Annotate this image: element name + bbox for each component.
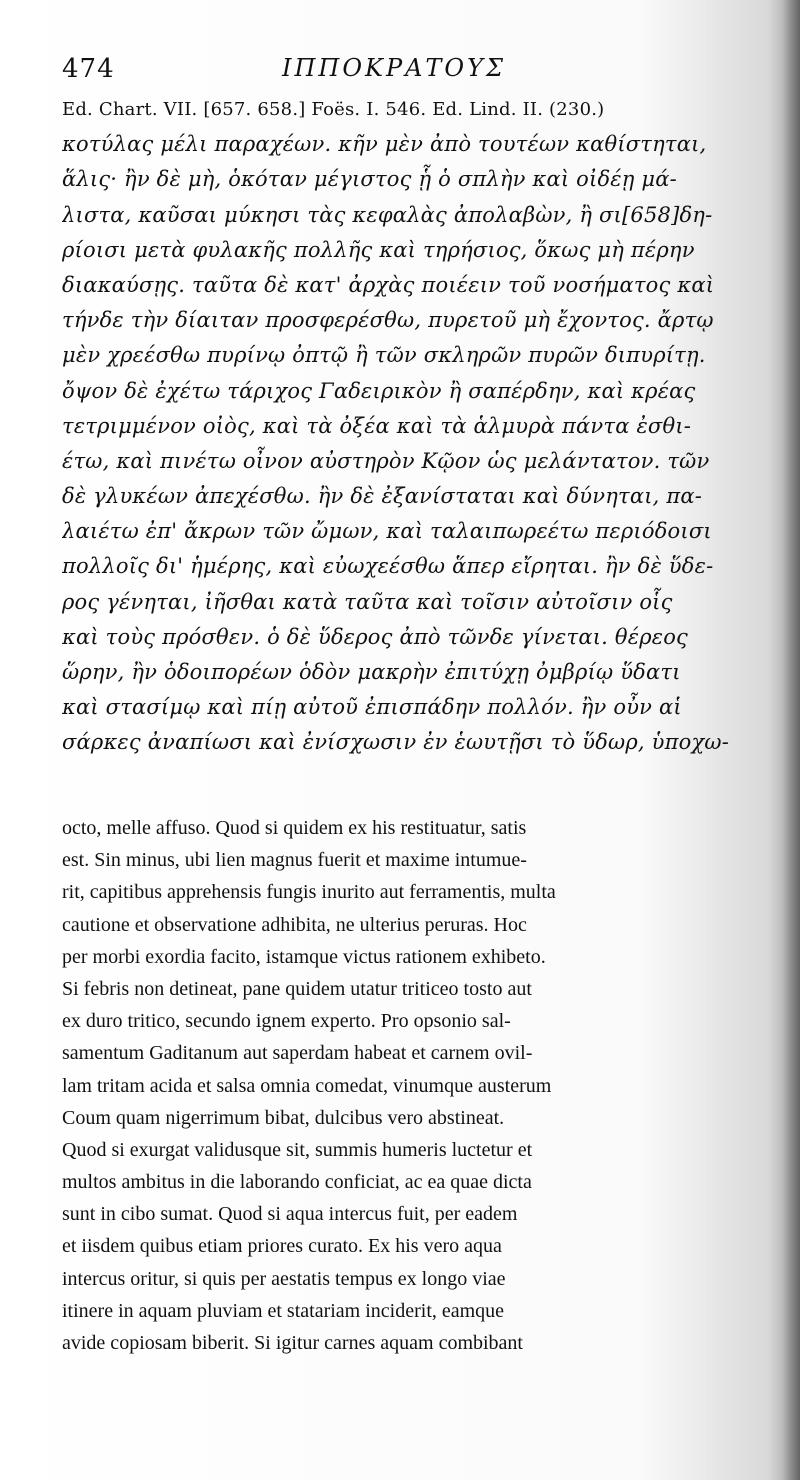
latin-line: rit, capitibus apprehensis fungis inurito aut ferramentis, multa: [62, 881, 556, 904]
greek-line: τήνδε τὴν δίαιταν προσφερέσθω, πυρετοῦ μὴ ἔχοντος. ἄρτῳ: [62, 308, 714, 333]
running-title: ΙΠΠΟΚΡΑΤΟΥΣ: [282, 54, 506, 82]
greek-line: ρίοισι μετὰ φυλακῆς πολλῆς καὶ τηρήσιος, ὅκως μὴ πέρην: [62, 237, 695, 262]
latin-line: ex duro tritico, secundo ignem experto. Pro opsonio sal-: [62, 1010, 511, 1033]
latin-line: sunt in cibo sumat. Quod si aqua intercus fuit, per eadem: [62, 1203, 518, 1226]
latin-line: est. Sin minus, ubi lien magnus fuerit et maxime intumue-: [62, 849, 527, 872]
latin-line: per morbi exordia facito, istamque victus rationem exhibeto.: [62, 945, 546, 968]
greek-line: λιστα, καῦσαι μύκησι τὰς κεφαλὰς ἀπολαβὼν, ἢ σι[658]δη-: [62, 202, 713, 227]
latin-line: lam tritam acida et salsa omnia comedat, vinumque austerum: [62, 1074, 552, 1097]
latin-line: samentum Gaditanum aut saperdam habeat et carnem ovil-: [62, 1042, 533, 1065]
greek-line: ἅλις· ἢν δὲ μὴ, ὁκόταν μέγιστος ᾗ ὁ σπλὴν καὶ οἰδέῃ μά-: [62, 167, 677, 192]
latin-line: avide copiosam biberit. Si igitur carnes aquam combibant: [62, 1332, 523, 1354]
latin-line: intercus oritur, si quis per aestatis tempus ex longo viae: [62, 1267, 506, 1290]
greek-line: καὶ τοὺς πρόσθεν. ὁ δὲ ὕδερος ἀπὸ τῶνδε γίνεται. θέρεος: [62, 624, 689, 649]
greek-line: ρος γένηται, ἰῆσθαι κατὰ ταῦτα καὶ τοῖσιν αὐτοῖσιν οἷς: [62, 589, 673, 614]
page-header: [62, 50, 760, 90]
greek-line: πολλοῖς δι' ἡμέρης, καὶ εὐωχεέσθω ἅπερ εἴρηται. ἢν δὲ ὕδε-: [62, 554, 714, 579]
latin-line: Coum quam nigerrimum bibat, dulcibus vero abstineat.: [62, 1106, 505, 1129]
latin-text-block: [62, 812, 794, 1359]
greek-line: κοτύλας μέλι παραχέων. κῆν μὲν ἀπὸ τουτέων καθίστηται,: [62, 132, 707, 157]
latin-line: et iisdem quibus etiam priores curato. Ex his vero aqua: [62, 1235, 502, 1258]
page-number: 474: [62, 54, 115, 84]
greek-line: έτω, καὶ πινέτω οἶνον αὐστηρὸν Κῷον ὡς μελάντατον. τῶν: [62, 448, 710, 473]
latin-line: multos ambitus in die laborando conficiat, ac ea quae dicta: [62, 1171, 532, 1194]
latin-line: cautione et observatione adhibita, ne ulterius peruras. Hoc: [62, 913, 527, 936]
greek-text-block: [62, 92, 792, 761]
greek-line: ὥρην, ἢν ὁδοιπορέων ὁδὸν μακρὴν ἐπιτύχῃ ὀμβρίῳ ὕδατι: [62, 660, 681, 684]
greek-line: σάρκες ἀναπίωσι καὶ ἐνίσχωσιν ἐν ἑωυτῇσι τὸ ὕδωρ, ὑποχω-: [62, 730, 730, 755]
latin-line: Si febris non detineat, pane quidem utatur triticeo tosto aut: [62, 977, 532, 1000]
greek-line: τετριμμένον οἰὸς, καὶ τὰ ὀξέα καὶ τὰ ἁλμυρὰ πάντα ἐσθι-: [62, 413, 692, 438]
greek-line: ὄψον δὲ ἐχέτω τάριχος Γαδειρικὸν ἢ σαπέρδην, καὶ κρέας: [62, 378, 696, 403]
latin-line: octo, melle affuso. Quod si quidem ex his restituatur, satis: [62, 817, 527, 839]
latin-line: Quod si exurgat validusque sit, summis humeris luctetur et: [62, 1138, 533, 1161]
greek-line: καὶ στασίμῳ καὶ πίῃ αὐτοῦ ἐπισπάδην πολλόν. ἢν οὖν αἱ: [62, 695, 682, 720]
greek-line: μὲν χρεέσθω πυρίνῳ ὀπτῷ ἢ τῶν σκληρῶν πυρῶν διπυρίτῃ.: [62, 343, 706, 368]
edition-reference-line: Ed. Chart. VII. [657. 658.] Foës. I. 546. Ed. Lind. II. (230.): [62, 99, 605, 120]
greek-line: δὲ γλυκέων ἀπεχέσθω. ἢν δὲ ἐξανίσταται καὶ δύνηται, πα-: [62, 484, 703, 509]
greek-line: διακαύσῃς. ταῦτα δὲ κατ' ἀρχὰς ποιέειν τοῦ νοσήματος καὶ: [62, 272, 715, 297]
greek-line: λαιέτω ἐπ' ἄκρων τῶν ὤμων, καὶ ταλαιπωρεέτω περιόδοισι: [62, 519, 712, 544]
latin-line: itinere in aquam pluviam et statariam inciderit, eamque: [62, 1299, 505, 1322]
